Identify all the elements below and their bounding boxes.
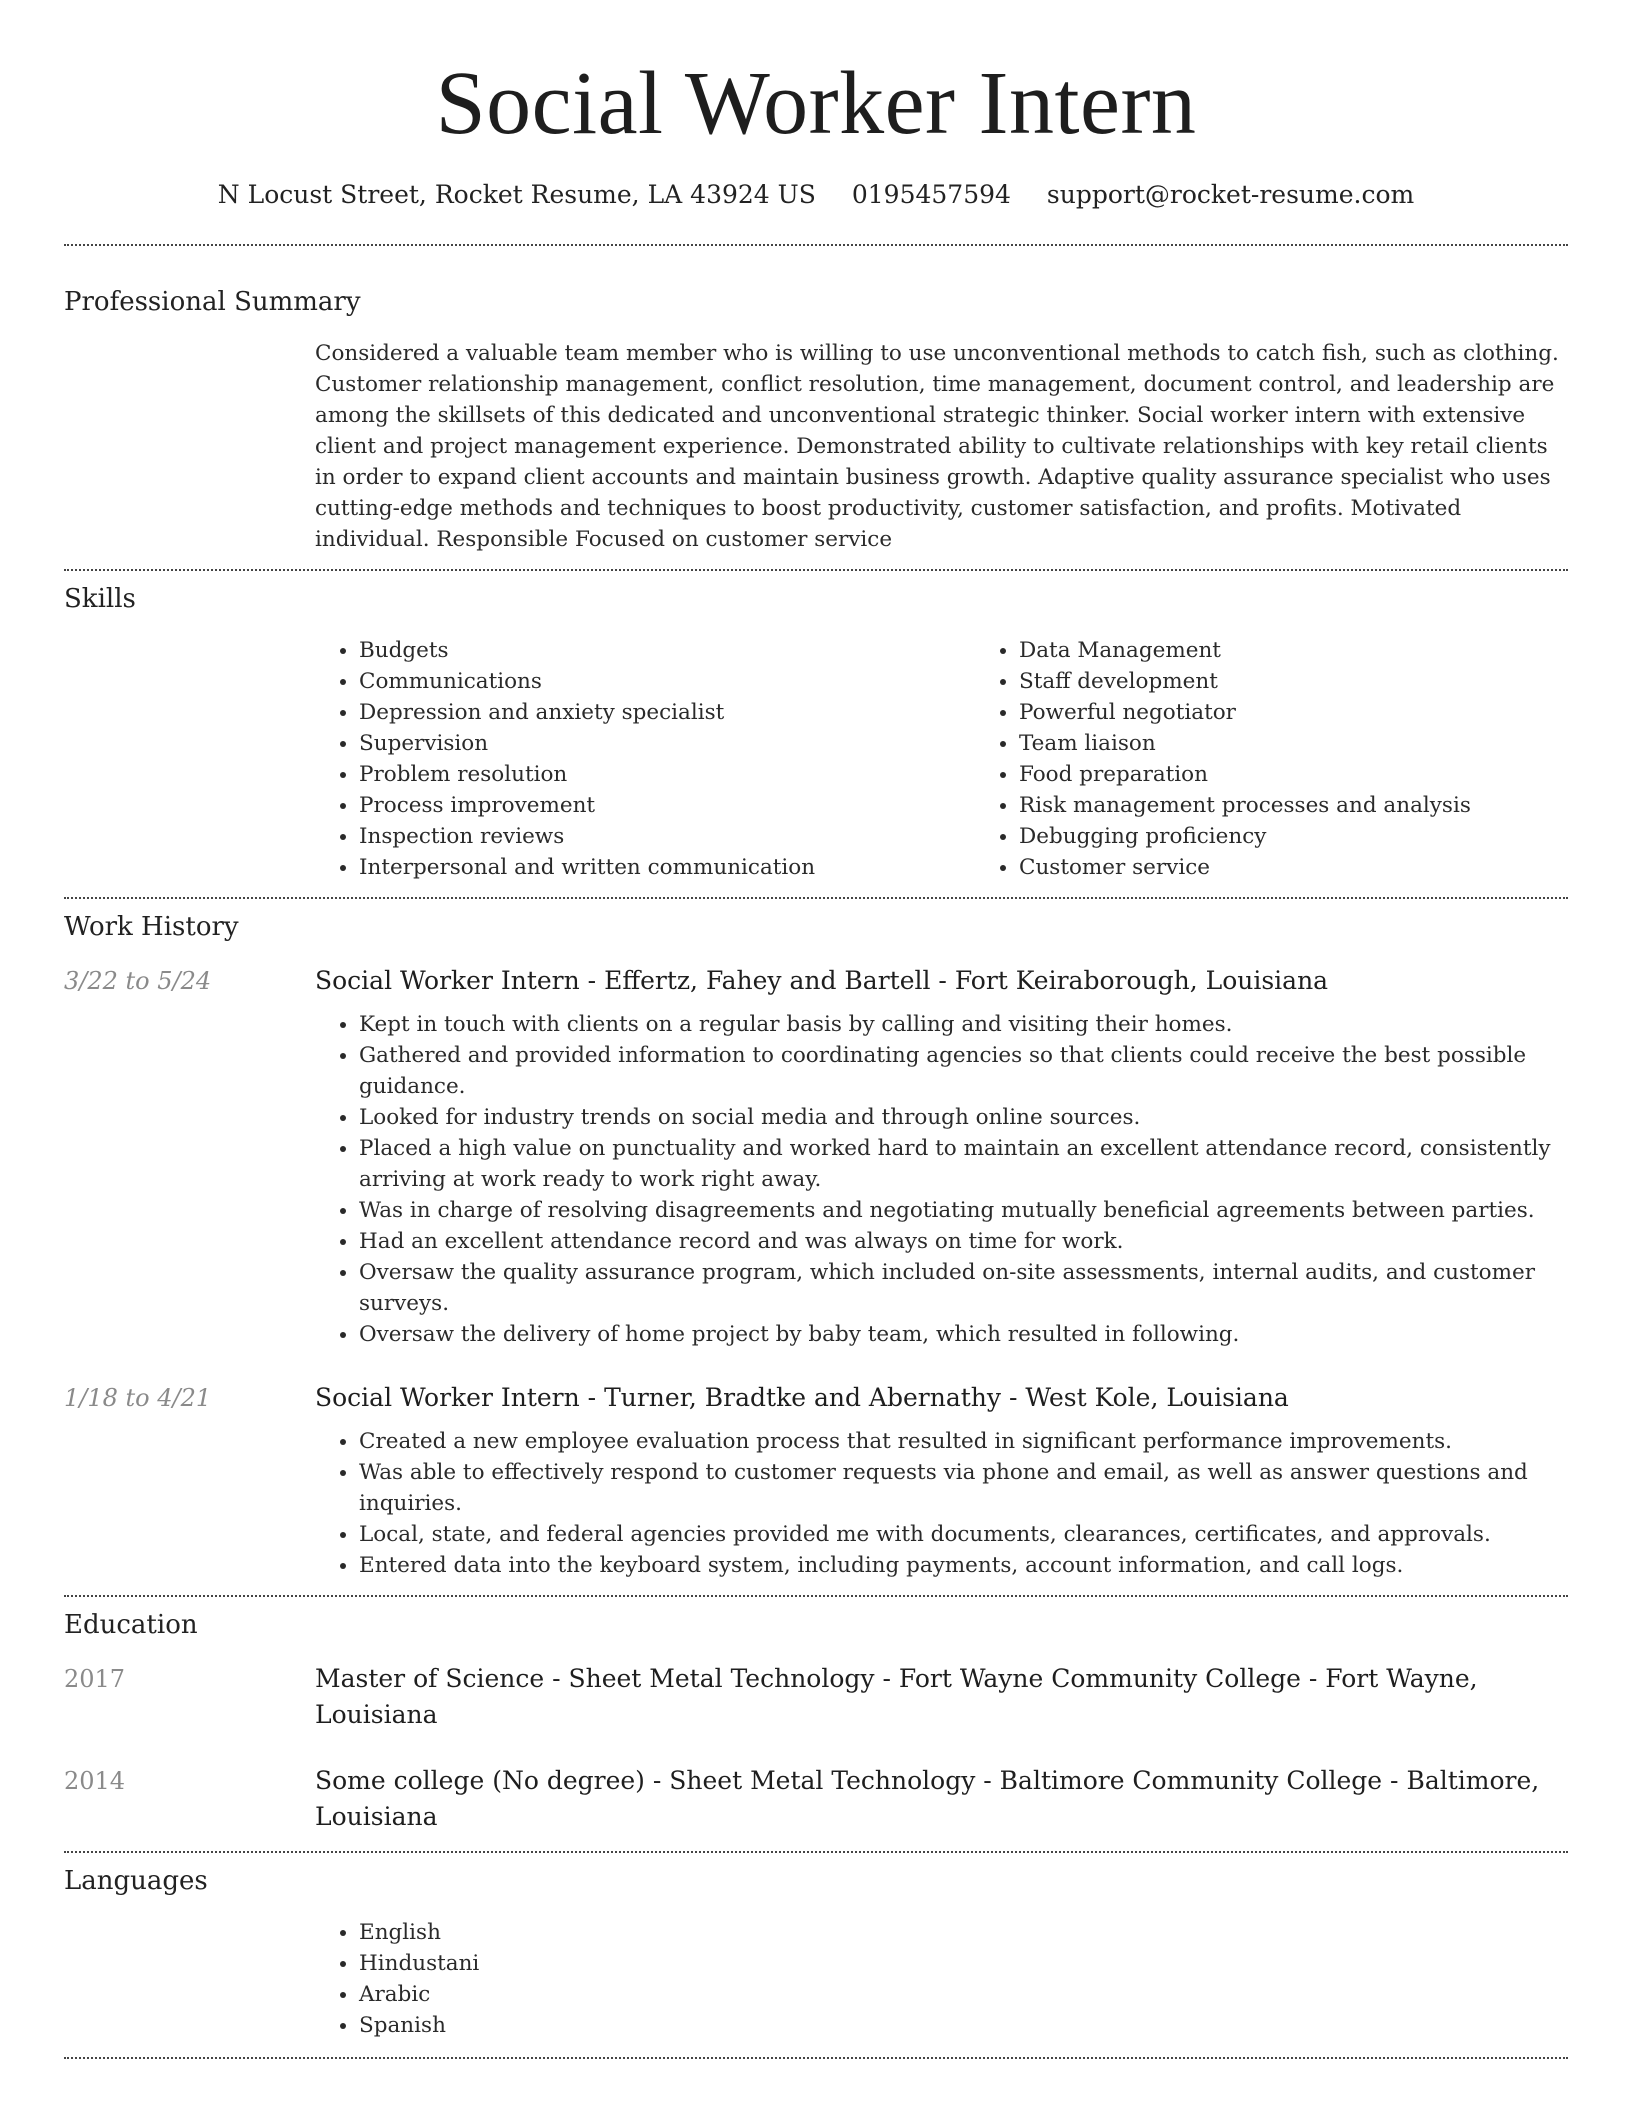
skill-item: • Inspection reviews (359, 821, 975, 852)
job-entry (64, 963, 1568, 1350)
skill-item: • Customer service (1019, 852, 1568, 883)
job-entry (64, 1380, 1568, 1595)
section-title-summary: Professional Summary (64, 287, 361, 317)
skill-item: • Food preparation (1019, 759, 1568, 790)
skill-item: • Interpersonal and written communication (359, 852, 975, 883)
job-bullet: • Placed a high value on punctuality and worked hard to maintain an excellent attendance record, consistently arriving at work ready to work right away. (359, 1133, 1568, 1195)
skill-item: • Powerful negotiator (1019, 697, 1568, 728)
job-bullet: • Oversaw the quality assurance program, which included on-site assessments, internal audits, and customer surveys. (359, 1257, 1568, 1319)
skills-list-left (315, 635, 975, 883)
education-date: 2014 (64, 1767, 126, 1795)
summary-section (64, 246, 1568, 569)
languages-list (315, 1917, 1568, 2041)
skill-item: • Team liaison (1019, 728, 1568, 759)
section-title-languages: Languages (64, 1866, 208, 1896)
section-title-work: Work History (64, 912, 239, 942)
education-title: Master of Science - Sheet Metal Technology - Fort Wayne Community College - Fort Wayne, Louisiana (315, 1664, 1478, 1729)
job-title: Social Worker Intern - Turner, Bradtke and Abernathy - West Kole, Louisiana (315, 1383, 1289, 1412)
skill-item: • Debugging proficiency (1019, 821, 1568, 852)
summary-text: Considered a valuable team member who is willing to use unconventional methods to catch fish, such as clothing. Customer relationship management, conflict resolution, time management, document control, and leadership are among the skillsets of this dedicated and unconventional strategic thinker. Social worker intern with extensive client and project management experience. Demonstrated ability to cultivate relationships with key retail clients in order to expand client accounts and maintain business growth. Adaptive quality assurance specialist who uses cutting-edge methods and techniques to boost productivity, customer satisfaction, and profits. Motivated individual. Responsible Focused on customer service (315, 341, 1559, 552)
contact-address: N Locust Street, Rocket Resume, LA 43924 US (217, 180, 816, 209)
job-bullet: • Had an excellent attendance record and was always on time for work. (359, 1226, 1568, 1257)
job-bullet: • Was able to effectively respond to customer requests via phone and email, as well as answer questions and inquiries. (359, 1457, 1568, 1519)
job-date: 3/22 to 5/24 (64, 967, 212, 995)
skill-item: • Communications (359, 666, 975, 697)
skill-item: • Budgets (359, 635, 975, 666)
education-date: 2017 (64, 1665, 126, 1693)
resume-header (64, 0, 1568, 212)
candidate-name: Social Worker Intern (435, 54, 1197, 153)
job-date: 1/18 to 4/21 (64, 1384, 212, 1412)
skill-item: • Problem resolution (359, 759, 975, 790)
job-bullet: • Local, state, and federal agencies provided me with documents, clearances, certificates, and approvals. (359, 1519, 1568, 1550)
contact-phone: 0195457594 (851, 180, 1011, 209)
job-bullet: • Gathered and provided information to coordinating agencies so that clients could receive the best possible guidance. (359, 1040, 1568, 1102)
job-bullet: • Kept in touch with clients on a regular basis by calling and visiting their homes. (359, 1009, 1568, 1040)
job-bullet: • Looked for industry trends on social media and through online sources. (359, 1102, 1568, 1133)
education-section (64, 1597, 1568, 1835)
languages-section (64, 1853, 1568, 2057)
language-item: • Hindustani (359, 1948, 1568, 1979)
divider (64, 2057, 1568, 2059)
skill-item: • Staff development (1019, 666, 1568, 697)
job-bullet: • Entered data into the keyboard system, including payments, account information, and call logs. (359, 1550, 1568, 1581)
job-bullet: • Created a new employee evaluation process that resulted in significant performance improvements. (359, 1426, 1568, 1457)
work-history-section (64, 899, 1568, 1595)
education-entry (64, 1661, 1568, 1733)
language-item: • Arabic (359, 1979, 1568, 2010)
job-bullets (315, 1426, 1568, 1581)
skills-list-right (975, 635, 1568, 883)
education-title: Some college (No degree) - Sheet Metal Technology - Baltimore Community College - Baltimore, Louisiana (315, 1766, 1540, 1831)
language-item: • Spanish (359, 2010, 1568, 2041)
job-bullet: • Oversaw the delivery of home project by baby team, which resulted in following. (359, 1319, 1568, 1350)
skill-item: • Risk management processes and analysis (1019, 790, 1568, 821)
skill-item: • Data Management (1019, 635, 1568, 666)
skills-section (64, 571, 1568, 897)
skill-item: • Process improvement (359, 790, 975, 821)
language-item: • English (359, 1917, 1568, 1948)
job-bullet: • Was in charge of resolving disagreements and negotiating mutually beneficial agreements between parties. (359, 1195, 1568, 1226)
job-title: Social Worker Intern - Effertz, Fahey and Bartell - Fort Keiraborough, Louisiana (315, 966, 1329, 995)
contact-info (64, 178, 1568, 212)
skill-item: • Supervision (359, 728, 975, 759)
education-entry (64, 1763, 1568, 1835)
contact-email: support@rocket-resume.com (1046, 180, 1415, 209)
job-bullets (315, 1009, 1568, 1350)
section-title-skills: Skills (64, 584, 136, 614)
skill-item: • Depression and anxiety specialist (359, 697, 975, 728)
section-title-education: Education (64, 1610, 198, 1640)
